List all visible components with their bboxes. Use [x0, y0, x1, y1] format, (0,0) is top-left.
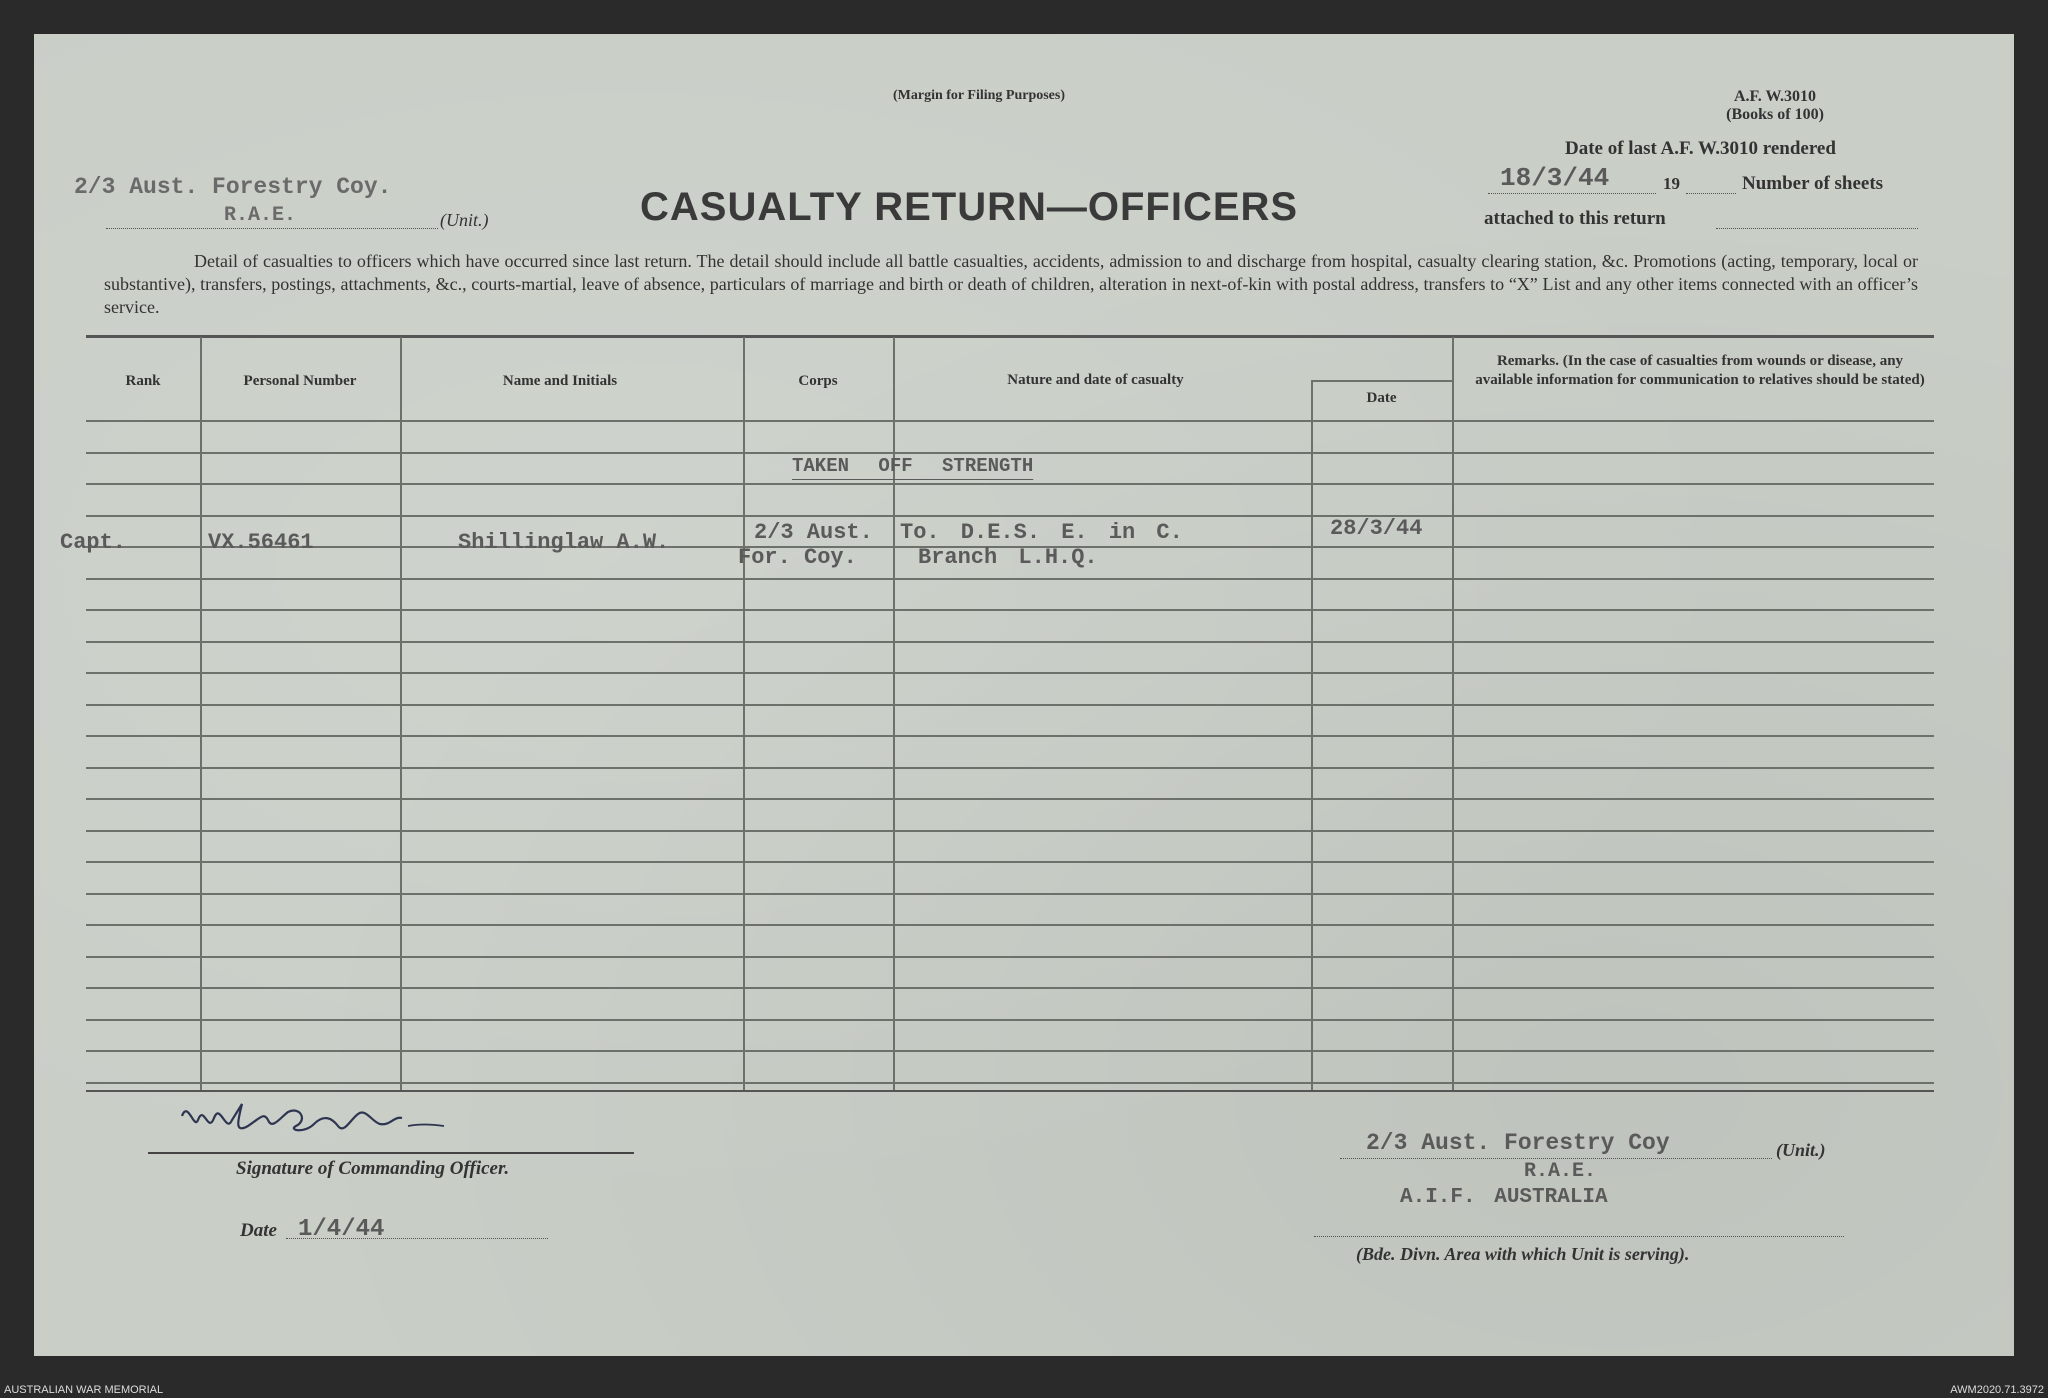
footer-area-label: (Bde. Divn. Area with which Unit is serving).: [1356, 1244, 1690, 1264]
entry-nature-line2: Branch L.H.Q.: [918, 545, 1098, 570]
table-row-rule: [86, 420, 1934, 422]
table-row-rule: [86, 452, 1934, 454]
header-date: Date: [1366, 390, 1397, 406]
books-note: (Books of 100): [1726, 106, 1824, 123]
table-row-rule: [86, 767, 1934, 769]
signature-line: [148, 1152, 634, 1154]
table-row-rule: [86, 483, 1934, 485]
table-row-rule: [86, 609, 1934, 611]
footer-unit-label: (Unit.): [1776, 1140, 1826, 1160]
last-rendered-line: [1488, 193, 1656, 194]
table-row-rule: [86, 798, 1934, 800]
margin-note: (Margin for Filing Purposes): [893, 88, 1066, 103]
date-subheader-rule: [1311, 380, 1452, 382]
table-row-rule: [86, 641, 1934, 643]
table-row-rule: [86, 861, 1934, 863]
form-code: A.F. W.3010: [1733, 88, 1817, 105]
table-row-rule: [86, 578, 1934, 580]
attached-line: [1716, 228, 1918, 229]
table-row-rule: [86, 830, 1934, 832]
archive-credit: AUSTRALIAN WAR MEMORIAL: [4, 1384, 164, 1396]
header-nature: Nature and date of casualty: [1007, 372, 1184, 388]
unit-label: (Unit.): [440, 210, 489, 230]
footer-unit-rule: [1340, 1158, 1772, 1159]
entry-name: Shillinglaw A.W.: [458, 530, 670, 555]
table-top-rule: [86, 335, 1934, 338]
table-row-rule: [86, 735, 1934, 737]
sheets-label: Number of sheets: [1742, 173, 1884, 194]
table-row-rule: [86, 515, 1934, 517]
footer-unit-line2: R.A.E.: [1524, 1160, 1597, 1183]
header-name: Name and Initials: [502, 373, 618, 389]
last-rendered-value: 18/3/44: [1500, 163, 1610, 193]
signature-date-value: 1/4/44: [298, 1216, 385, 1243]
col-divider-1: [200, 337, 202, 1090]
entry-date: 28/3/44: [1330, 516, 1423, 541]
entry-corps-line2: For. Coy.: [738, 545, 857, 570]
entry-rank: Capt.: [60, 530, 127, 555]
footer-unit-line3: A.I.F. AUSTRALIA: [1400, 1186, 1608, 1209]
form-title: CASUALTY RETURN—OFFICERS: [640, 185, 1299, 229]
unit-line: [106, 228, 438, 229]
table-row-rule: [86, 1082, 1934, 1084]
unit-line2: R.A.E.: [224, 204, 297, 227]
section-heading: TAKEN OFF STRENGTH: [792, 455, 1034, 477]
commanding-officer-signature: [168, 1090, 508, 1160]
archive-reference: AWM2020.71.3972: [1950, 1384, 2044, 1396]
header-personal-number: Personal Number: [243, 373, 357, 389]
table-row-rule: [86, 956, 1934, 958]
unit-line1: 2/3 Aust. Forestry Coy.: [74, 174, 392, 200]
col-divider-4: [893, 337, 895, 1090]
col-divider-2: [400, 337, 402, 1090]
entry-nature-line1: To. D.E.S. E. in C.: [900, 520, 1183, 545]
instructions-paragraph: Detail of casualties to officers which have occurred since last return. The detail should include all battle casualties, accidents, admission to and discharge from hospital, casualty clearing station, &c. Promotions (acting, temporary, local or substantive), transfers, postings, attachments, &c., courts-martial, leave of absence, particulars of marriage and birth or death of children, alteration in next-of-kin with postal address, transfers to “X” List and any other items connected with an officer’s service.: [104, 251, 1918, 317]
table-row-rule: [86, 704, 1934, 706]
year-line: [1686, 193, 1736, 194]
signature-date-line: [286, 1238, 548, 1239]
header-corps: Corps: [798, 373, 838, 389]
table-row-rule: [86, 987, 1934, 989]
attached-label: attached to this return: [1484, 208, 1666, 229]
last-rendered-label: Date of last A.F. W.3010 rendered: [1565, 138, 1836, 159]
header-rank: Rank: [125, 373, 161, 389]
col-divider-3: [743, 337, 745, 1090]
table-row-rule: [86, 924, 1934, 926]
entry-corps-line1: 2/3 Aust.: [754, 520, 873, 545]
signature-date-label: Date: [240, 1220, 277, 1241]
entry-personal-number: VX.56461: [208, 530, 314, 555]
header-remarks: Remarks. (In the case of casualties from wounds or disease, any available information for communication to relatives should be stated): [1475, 353, 1925, 388]
col-divider-6: [1452, 337, 1454, 1090]
year-prefix: 19: [1663, 174, 1680, 193]
table-row-rule: [86, 1019, 1934, 1021]
signature-label: Signature of Commanding Officer.: [236, 1158, 510, 1179]
table-row-rule: [86, 672, 1934, 674]
table-row-rule: [86, 893, 1934, 895]
table-row-rule: [86, 1050, 1934, 1052]
footer-unit-line1: 2/3 Aust. Forestry Coy: [1366, 1130, 1670, 1156]
footer-area-rule: [1314, 1236, 1844, 1237]
